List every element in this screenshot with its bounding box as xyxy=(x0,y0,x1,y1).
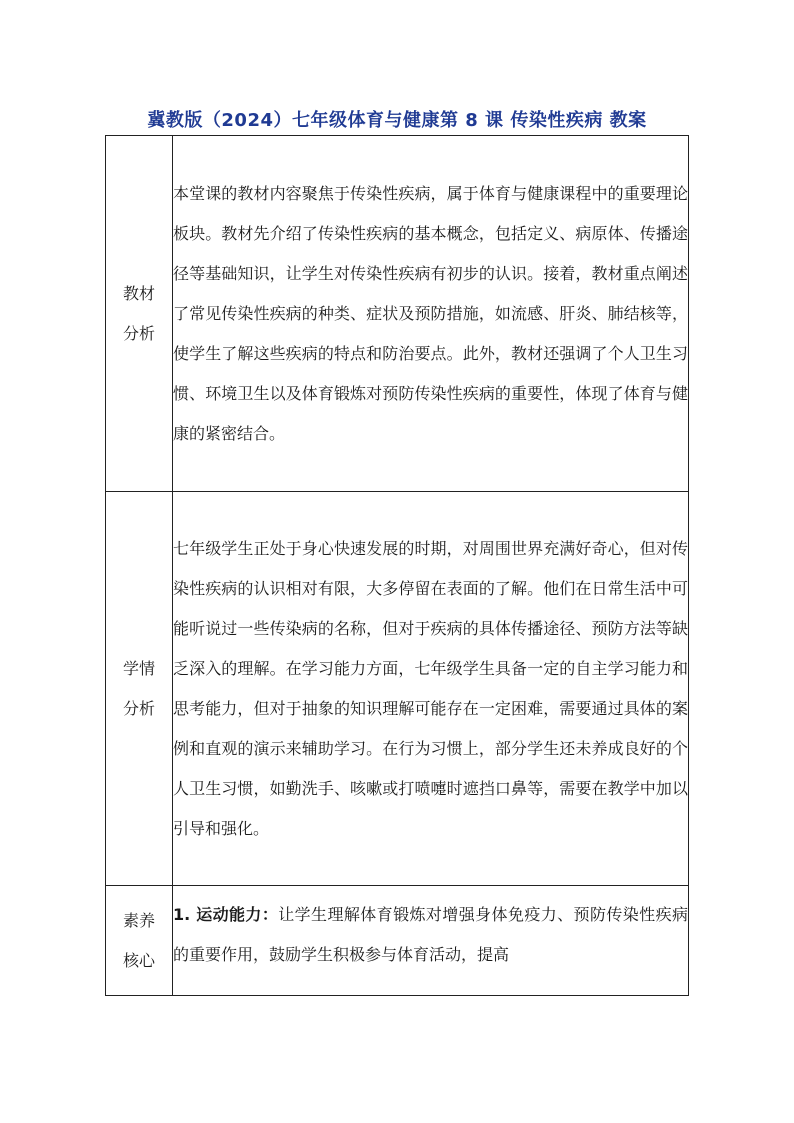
literacy-item-text: 让学生理解体育锻炼对增强身体免疫力、预防传染性疾病的重要作用，鼓励学生积极参与体育活动，提高 xyxy=(173,905,688,964)
table-row-student-analysis xyxy=(106,492,689,886)
document-title: 冀教版（2024）七年级体育与健康第 8 课 传染性疾病 教案 xyxy=(147,110,647,131)
literacy-item-heading: 1. 运动能力： xyxy=(173,905,279,924)
row-label-line: 核心 xyxy=(122,950,155,970)
row-label-line: 素养 xyxy=(122,910,155,930)
row-label-line: 分析 xyxy=(122,698,155,718)
lesson-plan-table xyxy=(105,135,689,996)
row-content-student-analysis: 七年级学生正处于身心快速发展的时期，对周围世界充满好奇心，但对传染性疾病的认识相对有限，大多停留在表面的了解。他们在日常生活中可能听说过一些传染病的名称，但对于疾病的具体传播途径、预防方法等缺乏深入的理解。在学习能力方面，七年级学生具备一定的自主学习能力和思考能力，但对于抽象的知识理解可能存在一定困难，需要通过具体的案例和直观的演示来辅助学习。在行为习惯上，部分学生还未养成良好的个人卫生习惯，如勤洗手、咳嗽或打喷嚏时遮挡口鼻等，需要在教学中加以引导和强化。 xyxy=(173,492,689,886)
table-row-textbook-analysis xyxy=(106,136,689,492)
row-content-textbook-analysis: 本堂课的教材内容聚焦于传染性疾病，属于体育与健康课程中的重要理论板块。教材先介绍了传染性疾病的基本概念，包括定义、病原体、传播途径等基础知识，让学生对传染性疾病有初步的认识。接着，教材重点阐述了常见传染性疾病的种类、症状及预防措施，如流感、肝炎、肺结核等，使学生了解这些疾病的特点和防治要点。此外，教材还强调了个人卫生习惯、环境卫生以及体育锻炼对预防传染性疾病的重要性，体现了体育与健康的紧密结合。 xyxy=(173,136,689,492)
row-label-textbook-analysis xyxy=(106,136,173,492)
row-label-line: 分析 xyxy=(122,323,155,343)
table-row-core-literacy xyxy=(106,886,689,996)
row-label-line: 教材 xyxy=(122,283,155,303)
row-label-line: 学情 xyxy=(122,658,155,678)
row-label-core-literacy xyxy=(106,886,173,996)
row-label-student-analysis xyxy=(106,492,173,886)
row-content-core-literacy xyxy=(173,886,689,996)
